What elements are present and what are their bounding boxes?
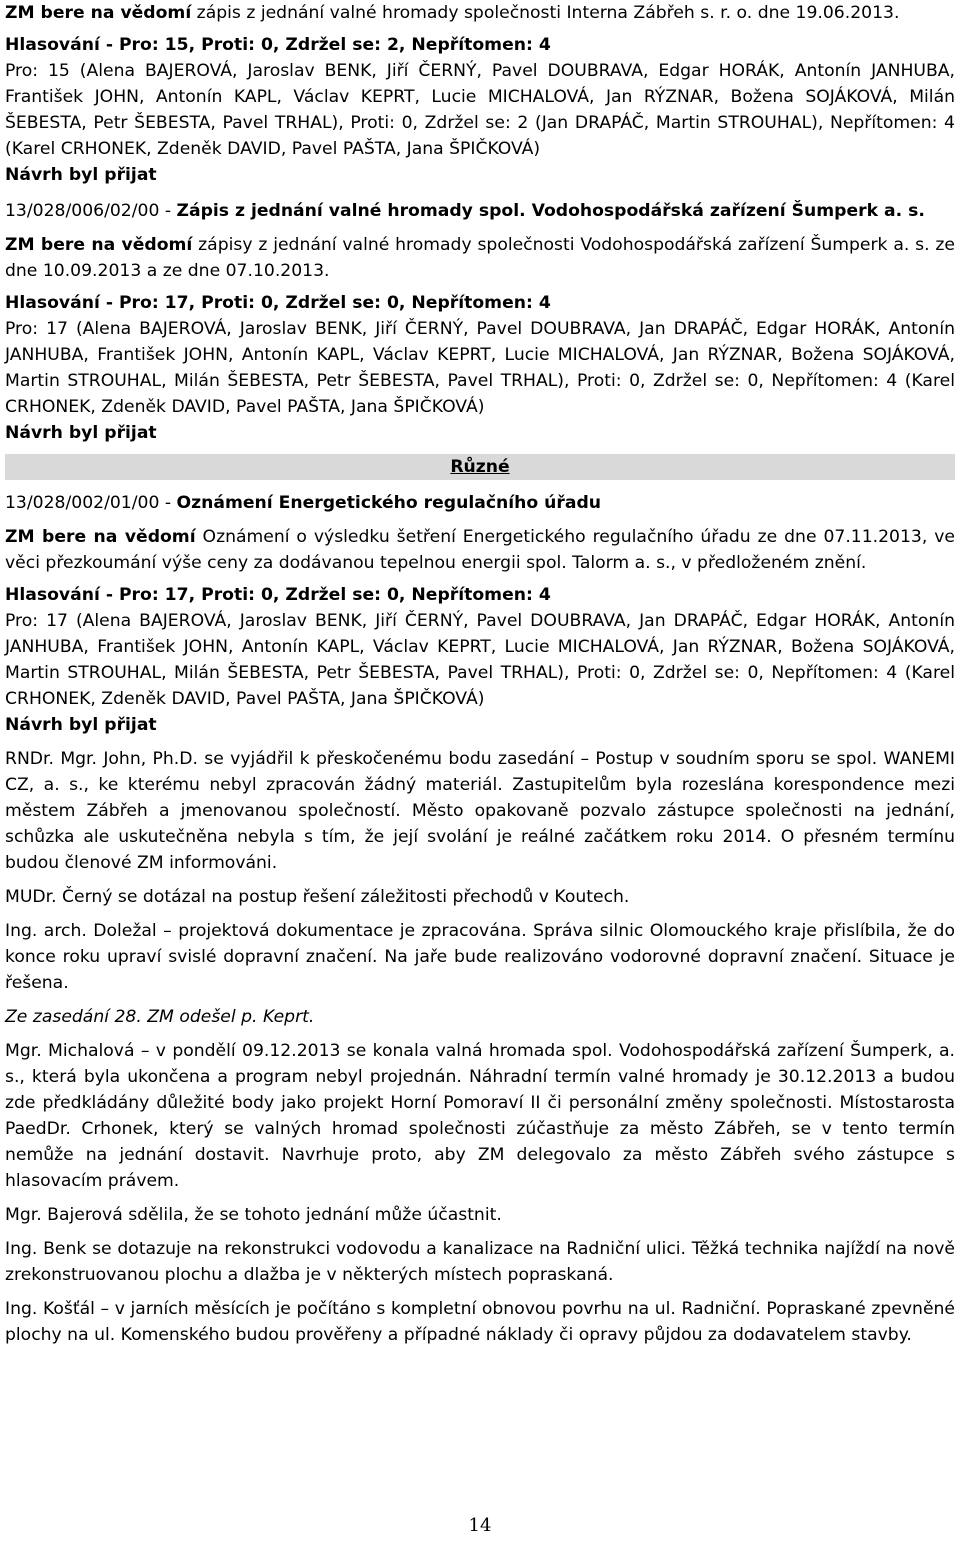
block2-vote-heading: Hlasování - Pro: 17, Proti: 0, Zdržel se: 0, Nepřítomen: 4 bbox=[5, 293, 551, 313]
page-number: 14 bbox=[468, 1515, 492, 1536]
discussion-benk: Ing. Benk se dotazuje na rekonstrukci vodovodu a kanalizace na Radniční ulici. Těžká technika najíždí na nově zrekonstruovanou plochu a dlažba je v některých místech popraskaná. bbox=[5, 1239, 955, 1285]
discussion-michalova: Mgr. Michalová – v pondělí 09.12.2013 se konala valná hromada spol. Vodohospodářská zařízení Šumperk, a. s., která byla ukončena a program nebyl projednán. Náhradní termín valné hromady je 30.12.2013 a budou zde předkládány důležité body jako projekt Horní Pomoraví II či personální změny společnosti. Místostarosta PaedDr. Crhonek, který se valných hromad společnosti zúčastňuje za město Zábřeh, se v tento termín nemůže na jednání dostavit. Navrhuje proto, aby ZM delegovalo za město Zábřeh svého zástupce s hlasovacím právem. bbox=[5, 1041, 955, 1191]
block2-heading bbox=[5, 198, 955, 224]
discussion-keprt: Ze zasedání 28. ZM odešel p. Keprt. bbox=[5, 1007, 315, 1027]
block2-body: zápisy z jednání valné hromady společnosti Vodohospodářská zařízení Šumperk a. s. ze dne 10.09.2013 a ze dne 07.10.2013. bbox=[5, 235, 956, 281]
discussion-kostal: Ing. Košťál – v jarních měsících je počítáno s kompletní obnovou povrhu na ul. Radniční. Popraskané zpevněné plochy na ul. Komenského budou prověřeny a případné náklady či opravy půjdou za dodavatelem stavby. bbox=[5, 1299, 955, 1345]
block1-result: Návrh byl přijat bbox=[5, 165, 157, 185]
block2-code: 13/028/006/02/00 - bbox=[5, 201, 177, 221]
block3-title: Oznámení Energetického regulačního úřadu bbox=[176, 493, 602, 513]
block2-vote-detail: Pro: 17 (Alena BAJEROVÁ, Jaroslav BENK, Jiří ČERNÝ, Pavel DOUBRAVA, Jan DRAPÁČ, Edgar HORÁK, Antonín JANHUBA, František JOHN, Antonín KAPL, Václav KEPRT, Lucie MICHALOVÁ, Jan RÝZNAR, Božena SOJÁKOVÁ, Martin STROUHAL, Milán ŠEBESTA, Petr ŠEBESTA, Pavel TRHAL), Proti: 0, Zdržel se: 0, Nepřítomen: 4 (Karel CRHONEK, Zdeněk DAVID, Pavel PAŠTA, Jana ŠPIČKOVÁ) bbox=[5, 319, 955, 417]
discussion-cerny: MUDr. Černý se dotázal na postup řešení záležitosti přechodů v Koutech. bbox=[5, 887, 630, 907]
discussion-dolezal: Ing. arch. Doležal – projektová dokumentace je zpracována. Správa silnic Olomouckého kraje přislíbila, že do konce roku upraví svislé dopravní značení. Na jaře bude realizováno vodorovné dopravní značení. Situace je řešena. bbox=[5, 921, 955, 993]
block3-text bbox=[5, 524, 955, 576]
block1-vote-heading: Hlasování - Pro: 15, Proti: 0, Zdržel se: 2, Nepřítomen: 4 bbox=[5, 35, 551, 55]
document-page bbox=[5, 0, 955, 1348]
block1-lead: ZM bere na vědomí bbox=[5, 3, 192, 23]
block3-vote-heading: Hlasování - Pro: 17, Proti: 0, Zdržel se: 0, Nepřítomen: 4 bbox=[5, 585, 551, 605]
block2-text bbox=[5, 232, 955, 284]
block2-lead: ZM bere na vědomí bbox=[5, 235, 193, 255]
block1-body: zápis z jednání valné hromady společnosti Interna Zábřeh s. r. o. dne 19.06.2013. bbox=[191, 3, 900, 23]
section-title: Různé bbox=[450, 457, 510, 477]
block3-result: Návrh byl přijat bbox=[5, 715, 157, 735]
block3-lead: ZM bere na vědomí bbox=[5, 527, 196, 547]
block1-text bbox=[5, 0, 955, 26]
block2-result: Návrh byl přijat bbox=[5, 423, 157, 443]
discussion-john: RNDr. Mgr. John, Ph.D. se vyjádřil k přeskočenému bodu zasedání – Postup v soudním sporu se spol. WANEMI CZ, a. s., ke kterému nebyl zpracován žádný materiál. Zastupitelům byla rozeslána korespondence mezi městem Zábřeh a jmenovanou společností. Město opakovaně pozvalo zástupce společnosti na jednání, schůzka ale uskutečněna nebyla s tím, že její svolání je reálné začátkem roku 2014. O přesném termínu budou členové ZM informováni. bbox=[5, 749, 955, 873]
block3-code: 13/028/002/01/00 - bbox=[5, 493, 177, 513]
discussion-bajerova: Mgr. Bajerová sdělila, že se tohoto jednání může účastnit. bbox=[5, 1205, 502, 1225]
block1-vote-detail: Pro: 15 (Alena BAJEROVÁ, Jaroslav BENK, Jiří ČERNÝ, Pavel DOUBRAVA, Edgar HORÁK, Antonín JANHUBA, František JOHN, Antonín KAPL, Václav KEPRT, Lucie MICHALOVÁ, Jan RÝZNAR, Božena SOJÁKOVÁ, Milán ŠEBESTA, Petr ŠEBESTA, Pavel TRHAL), Proti: 0, Zdržel se: 2 (Jan DRAPÁČ, Martin STROUHAL), Nepřítomen: 4 (Karel CRHONEK, Zdeněk DAVID, Pavel PAŠTA, Jana ŠPIČKOVÁ) bbox=[5, 61, 955, 159]
block3-heading bbox=[5, 490, 955, 516]
block3-vote-detail: Pro: 17 (Alena BAJEROVÁ, Jaroslav BENK, Jiří ČERNÝ, Pavel DOUBRAVA, Jan DRAPÁČ, Edgar HORÁK, Antonín JANHUBA, František JOHN, Antonín KAPL, Václav KEPRT, Lucie MICHALOVÁ, Jan RÝZNAR, Božena SOJÁKOVÁ, Martin STROUHAL, Milán ŠEBESTA, Petr ŠEBESTA, Pavel TRHAL), Proti: 0, Zdržel se: 0, Nepřítomen: 4 (Karel CRHONEK, Zdeněk DAVID, Pavel PAŠTA, Jana ŠPIČKOVÁ) bbox=[5, 611, 955, 709]
block2-title: Zápis z jednání valné hromady spol. Vodohospodářská zařízení Šumperk a. s. bbox=[176, 201, 925, 221]
block3-body: Oznámení o výsledku šetření Energetického regulačního úřadu ze dne 07.11.2013, ve věci přezkoumání výše ceny za dodávanou tepelnou energii spol. Talorm a. s., v předloženém znění. bbox=[5, 527, 955, 573]
section-bar-ruzne bbox=[5, 454, 955, 480]
